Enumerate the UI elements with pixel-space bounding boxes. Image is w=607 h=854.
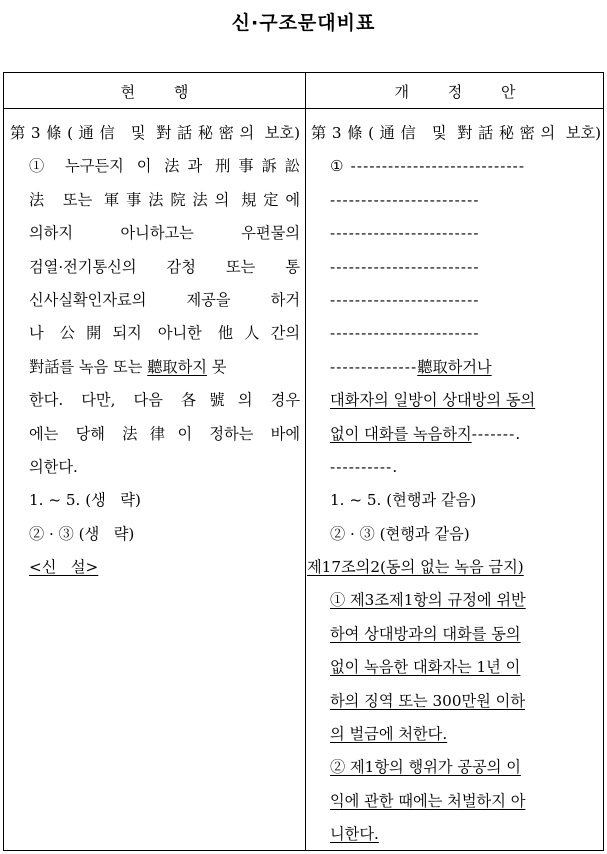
dash-fill: -------------- [350,157,438,176]
new-article-title [307,551,601,584]
text-line: 한다. 다만, 다음 各號의 경우 [29,391,300,410]
underlined-text: 없이 녹음한 대화자는 1년 이 [330,658,521,677]
text-line: 신사실확인자료의 제공을 하거 [29,290,300,309]
dash-line: ------------------------ [330,257,480,276]
article-title: 第3條(通信 및 對話秘密의 보호) [311,124,601,142]
item-line: 1. ~ 5. (생 략) [29,491,141,510]
underlined-text: ① 제3조제1항의 규정에 위반 [330,591,526,610]
dash-line: ----------. [330,457,399,476]
underlined-text: 익에 관한 때에는 처벌하지 아 [330,791,526,810]
item-line: ② · ③ (생 략) [29,524,135,543]
text-line [311,785,601,818]
text-line [311,584,601,617]
header-current: 현 행 [120,83,189,101]
text-line [311,818,601,851]
dash-line: ------------------------ [330,190,480,209]
underlined-text: <신 설> [29,558,99,577]
underlined-text: 하의 징역 또는 300만원 이하 [330,691,526,710]
underlined-text: 없이 대화를 녹음하지 [330,424,472,443]
text-line [311,618,601,651]
comparison-table [3,72,604,851]
text-line [311,651,601,684]
underlined-text: 제17조의2(동의 없는 녹음 금지) [307,558,524,577]
text-line [311,351,601,384]
dash-line: ------------------------ [330,324,480,343]
text-line [311,718,601,751]
new-provision-mark [10,551,300,584]
text-line: 나 公開되지 아니한 他人간의 [29,324,300,343]
header-revised: 개 정 안 [394,83,516,101]
text-line: 의한다. [29,457,78,476]
revised-law-column [307,117,601,852]
text-line [311,384,601,417]
text-line [311,150,601,183]
underlined-text: ② 제1항의 행위가 공공의 이 [330,758,521,777]
page-title: 신·구조문대비표 [231,12,376,34]
dash-fill: -------------- [330,357,418,376]
text-fragment: 못 [206,357,227,376]
text-line: 검열·전기통신의 감청 또는 통 [29,257,300,276]
current-law-column [10,117,300,584]
dash-fill: -------------- [437,157,526,176]
text-line [311,751,601,784]
underlined-text: 의 벌금에 처한다. [330,725,448,744]
text-line: 에는 당해 法律이 정하는 바에 [29,424,300,443]
column-divider [305,73,306,850]
underlined-text: 대화자의 일방이 상대방의 동의 [330,391,536,410]
underlined-text: 하여 상대방과의 대화를 동의 [330,624,521,643]
text-line [311,418,601,451]
underlined-text: 聽取하지 [147,357,207,376]
dash-fill: -------. [471,424,522,443]
underlined-text: 聽取하거나 [417,357,492,376]
dash-line: ------------------------ [330,224,480,243]
text-line [10,351,300,384]
text-fragment: ① [330,157,351,176]
article-title: 第3條(通信 및 對話秘密의 보호) [10,124,300,142]
text-line: 의하지 아니하고는 우편물의 [29,224,300,243]
dash-line: ------------------------ [330,290,480,309]
text-line: 法 또는 軍事法院法의 規定에 [29,190,300,209]
header-divider [4,108,603,109]
underlined-text: 니한다. [330,825,379,844]
text-fragment: 對話를 녹음 또는 [29,357,148,376]
text-line: ① 누구든지 이 法과 刑事訴訟 [29,157,300,176]
item-line: ② · ③ (현행과 같음) [330,524,470,543]
item-line: 1. ~ 5. (현행과 같음) [330,491,477,510]
text-line [311,685,601,718]
